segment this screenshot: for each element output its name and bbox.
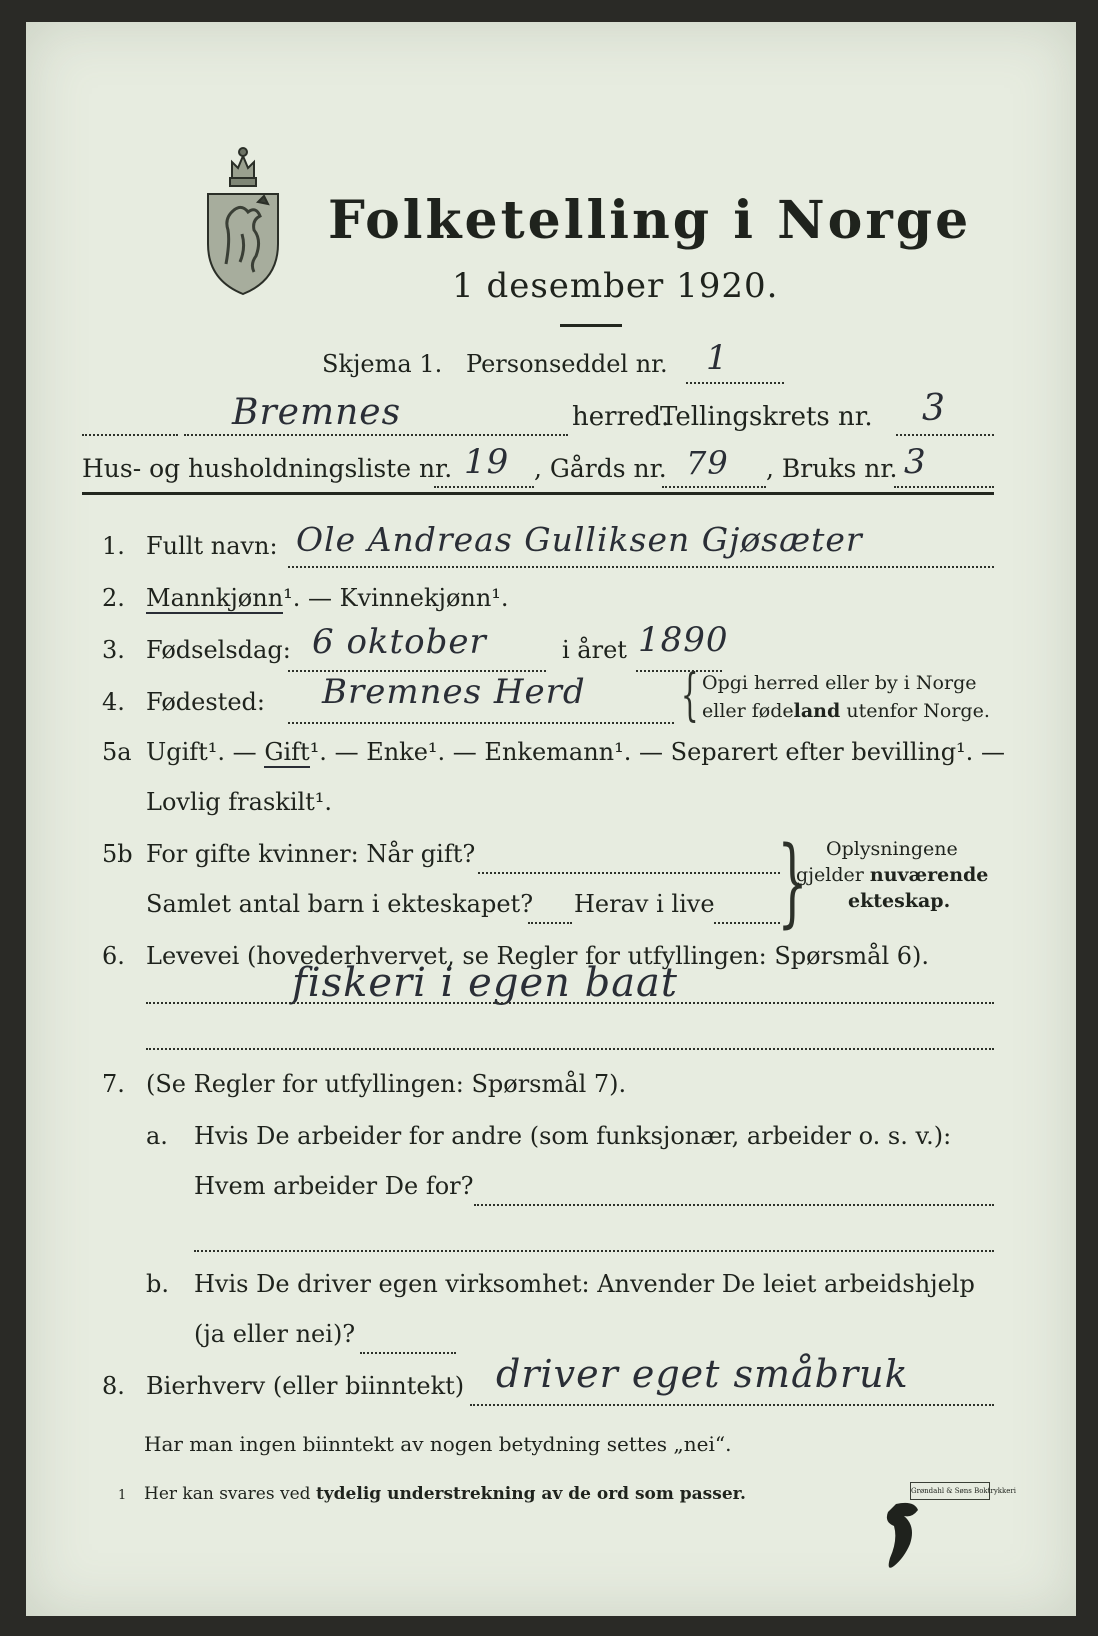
q2-male-option: Mannkjønn bbox=[146, 584, 284, 612]
footnote-text-a: Her kan svares ved bbox=[144, 1484, 316, 1504]
q4-note-brace: { bbox=[680, 663, 699, 728]
q5a-options bbox=[146, 738, 1005, 766]
form-title: Folketelling i Norge bbox=[328, 190, 972, 251]
q7b-yesno-line bbox=[360, 1352, 456, 1354]
bruks-line bbox=[894, 486, 994, 488]
personseddel-line bbox=[686, 382, 784, 384]
tellingskrets-line bbox=[896, 434, 994, 436]
q5b-alive-line bbox=[714, 922, 780, 924]
q7a-employer-line2 bbox=[194, 1250, 994, 1252]
q6-line1 bbox=[146, 1002, 994, 1004]
ink-blot bbox=[874, 1500, 944, 1580]
q5a-line2: Lovlig fraskilt¹. bbox=[146, 788, 333, 816]
q4-note-line1: Opgi herred eller by i Norge bbox=[702, 672, 977, 694]
q5b-note-line1: Oplysningene bbox=[826, 838, 958, 860]
q4-label: Fødested: bbox=[146, 688, 265, 716]
q3-number: 3. bbox=[102, 636, 125, 664]
q8-line bbox=[470, 1404, 994, 1406]
herred-label: herred. bbox=[572, 402, 670, 432]
footnote bbox=[144, 1484, 746, 1504]
q4-value: Bremnes Herd bbox=[322, 672, 586, 712]
q5b-children-label: Samlet antal barn i ekteskapet? bbox=[146, 890, 534, 918]
q5a-other-options: ¹. — Enke¹. — Enkemann¹. — Separert efter bevilling¹. — bbox=[309, 738, 1005, 766]
q2-number: 2. bbox=[102, 584, 125, 612]
q5a-gift-option: Gift bbox=[264, 738, 310, 766]
q7a-employer-line bbox=[474, 1204, 994, 1206]
herred-value: Bremnes bbox=[232, 392, 402, 433]
q1-line bbox=[288, 566, 994, 568]
q7b-letter: b. bbox=[146, 1270, 169, 1298]
herred-line bbox=[184, 434, 568, 436]
q1-value: Ole Andreas Gulliksen Gjøsæter bbox=[296, 520, 863, 559]
q7b-yesno-label: (ja eller nei)? bbox=[194, 1320, 356, 1348]
q3-year-label: i året bbox=[562, 636, 627, 664]
q7b-label: Hvis De driver egen virksomhet: Anvender De leiet arbeidshjelp bbox=[194, 1270, 975, 1298]
schema-label: Skjema 1. bbox=[322, 350, 443, 378]
husliste-line bbox=[434, 486, 534, 488]
q7a-employer-label: Hvem arbeider De for? bbox=[194, 1172, 474, 1200]
footnote-mark: 1 bbox=[118, 1488, 127, 1503]
q4-number: 4. bbox=[102, 688, 125, 716]
q5a-number: 5a bbox=[102, 738, 132, 766]
q8-number: 8. bbox=[102, 1372, 125, 1400]
q6-label: Levevei (hovederhvervet, se Regler for utfyllingen: Spørsmål 6). bbox=[146, 942, 930, 970]
bruks-value: 3 bbox=[904, 442, 927, 482]
tellingskrets-value: 3 bbox=[922, 388, 946, 429]
q6-number: 6. bbox=[102, 942, 125, 970]
q7-number: 7. bbox=[102, 1070, 125, 1098]
personseddel-value: 1 bbox=[706, 338, 729, 378]
q4-note-text-a: eller føde bbox=[702, 700, 794, 722]
q2-separator: ¹. — bbox=[283, 584, 340, 612]
q4-note-text-b: land bbox=[793, 700, 841, 722]
herred-line-left bbox=[82, 434, 178, 436]
q8-label: Bierhverv (eller biinntekt) bbox=[146, 1372, 465, 1400]
census-date: 1 desember 1920. bbox=[452, 266, 779, 306]
personseddel-label: Personseddel nr. bbox=[466, 350, 668, 378]
q5b-note-text-b: nuværende bbox=[869, 864, 989, 886]
q7a-letter: a. bbox=[146, 1122, 168, 1150]
q5b-alive-label: Herav i live bbox=[574, 890, 715, 918]
q3-value: 6 oktober bbox=[312, 622, 487, 662]
q5b-number: 5b bbox=[102, 840, 133, 868]
q8-value: driver eget småbruk bbox=[496, 1352, 909, 1396]
q5b-note-brace: } bbox=[777, 826, 808, 938]
q1-label: Fullt navn: bbox=[146, 532, 278, 560]
footnote-text-b: tydelig understrekning av de ord som passer. bbox=[315, 1484, 746, 1504]
q6-line2 bbox=[146, 1048, 994, 1050]
census-form bbox=[26, 22, 1076, 1616]
q3-label: Fødselsdag: bbox=[146, 636, 291, 664]
q5b-married-line bbox=[478, 872, 780, 874]
q5a-ugift-option: Ugift¹. — bbox=[146, 738, 265, 766]
q2-options bbox=[146, 584, 509, 612]
tellingskrets-label: Tellingskrets nr. bbox=[660, 402, 873, 432]
q4-note-line2 bbox=[702, 700, 990, 722]
printer-stamp: Grøndahl & Søns Boktrykkeri bbox=[910, 1482, 990, 1500]
header-rule bbox=[82, 492, 994, 495]
gards-label: , Gårds nr. bbox=[534, 454, 667, 483]
q2-female-option: Kvinnekjønn¹. bbox=[339, 584, 509, 612]
q5b-note-line3: ekteskap. bbox=[848, 890, 951, 912]
bruks-label: , Bruks nr. bbox=[766, 454, 898, 483]
gards-line bbox=[662, 486, 766, 488]
q1-number: 1. bbox=[102, 532, 125, 560]
q3-year-value: 1890 bbox=[638, 620, 729, 660]
husliste-value: 19 bbox=[464, 442, 510, 482]
norwegian-coat-of-arms-icon bbox=[202, 144, 284, 296]
q5b-children-line bbox=[528, 922, 572, 924]
q4-line bbox=[288, 722, 674, 724]
q4-note-text-c: utenfor Norge. bbox=[840, 700, 990, 722]
biinntekt-note: Har man ingen biinntekt av nogen betydning settes „nei“. bbox=[144, 1432, 732, 1456]
gards-value: 79 bbox=[686, 444, 729, 482]
q5b-label: For gifte kvinner: Når gift? bbox=[146, 840, 476, 868]
title-divider bbox=[560, 324, 622, 327]
q6-value: fiskeri i egen baat bbox=[292, 960, 678, 1006]
q7a-label: Hvis De arbeider for andre (som funksjonær, arbeider o. s. v.): bbox=[194, 1122, 952, 1150]
husliste-label: Hus- og husholdningsliste nr. bbox=[82, 454, 453, 483]
q5b-note-line2 bbox=[796, 864, 988, 886]
q7-label: (Se Regler for utfyllingen: Spørsmål 7). bbox=[146, 1070, 627, 1098]
q5b-note-text-a: gjelder bbox=[796, 864, 870, 886]
